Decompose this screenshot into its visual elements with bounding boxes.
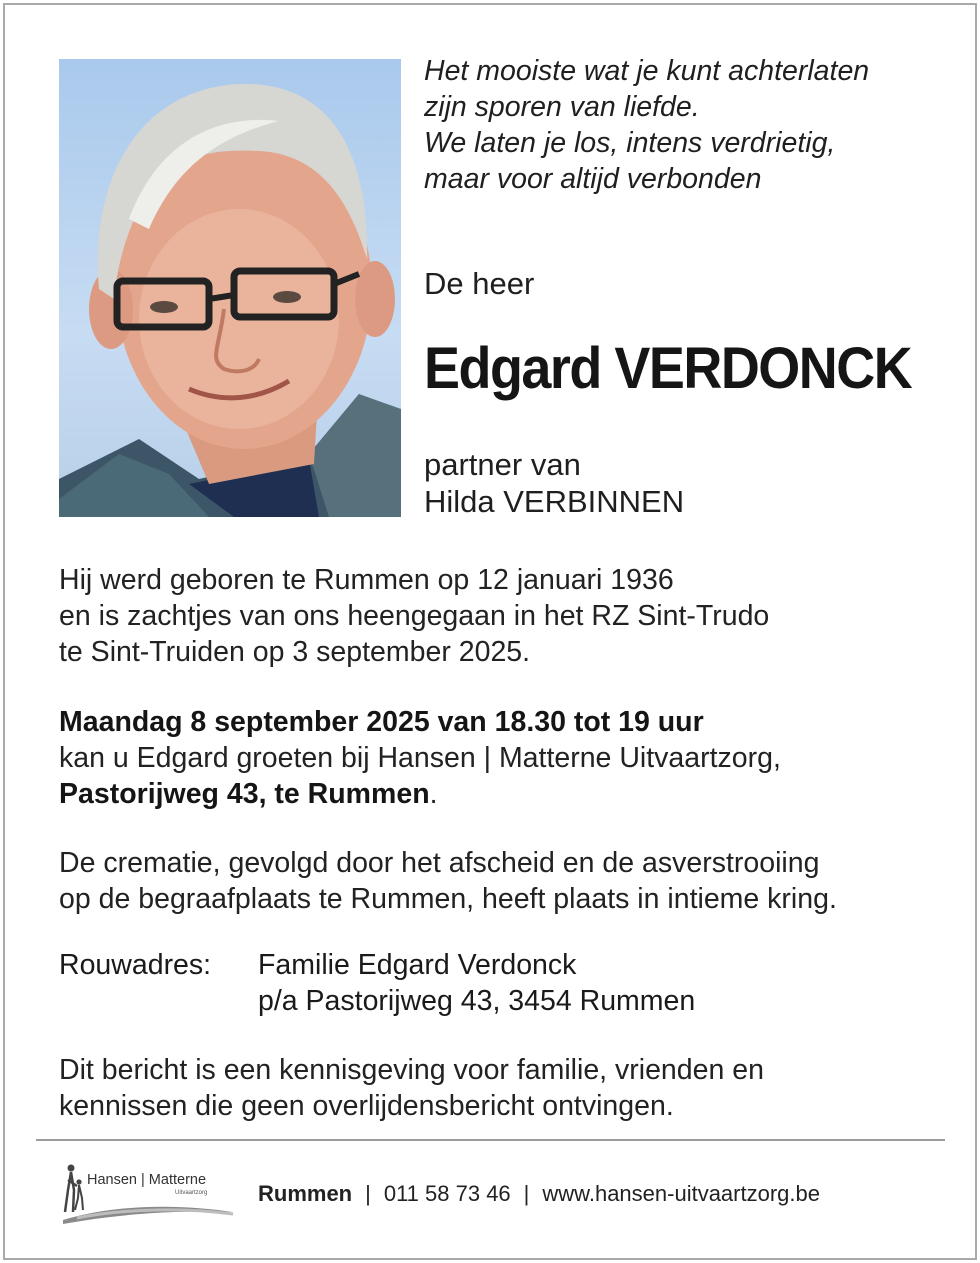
portrait-photo (59, 59, 401, 517)
paragraph-line: en is zachtjes van ons heengegaan in het RZ Sint-Trudo (59, 600, 770, 632)
partner-block (424, 446, 684, 520)
visitation-location: kan u Edgard groeten bij Hansen | Matterne Uitvaartzorg, (59, 742, 781, 774)
quote-line: We laten je los, intens verdrietig, (424, 127, 836, 159)
paragraph-line: Dit bericht is een kennisgeving voor familie, vrienden en (59, 1054, 764, 1086)
memorial-quote (424, 53, 869, 197)
logo-name: Hansen | Matterne (87, 1172, 207, 1188)
footer-town: Rummen (258, 1181, 353, 1206)
divider (36, 1139, 945, 1141)
figures-icon (57, 1160, 237, 1226)
address-line: p/a Pastorijweg 43, 3454 Rummen (258, 985, 696, 1017)
visitation-paragraph (59, 704, 781, 812)
cremation-paragraph (59, 845, 837, 917)
logo-subtitle: Uitvaartzorg (175, 1190, 208, 1196)
footer-website[interactable]: www.hansen-uitvaartzorg.be (542, 1181, 820, 1206)
paragraph-line: op de begraafplaats te Rummen, heeft plaats in intieme kring. (59, 883, 837, 915)
visitation-date: Maandag 8 september 2025 van 18.30 tot 19 uur (59, 706, 704, 738)
footer-phone[interactable]: 011 58 73 46 (383, 1181, 511, 1206)
footer-contact (258, 1181, 820, 1207)
deceased-name: Edgard VERDONCK (424, 336, 912, 401)
footer-separator: | (523, 1181, 530, 1206)
honorific: De heer (424, 266, 535, 301)
partner-name: Hilda VERBINNEN (424, 484, 685, 519)
condolence-address-label: Rouwadres: (59, 949, 212, 981)
funeral-home-logo (57, 1160, 237, 1226)
paragraph-line: kennissen die geen overlijdensbericht ontvingen. (59, 1090, 674, 1122)
visitation-address: Pastorijweg 43, te Rummen (59, 778, 430, 810)
partner-label: partner van (424, 447, 581, 482)
visitation-address-line (59, 776, 781, 812)
paragraph-line: te Sint-Truiden op 3 september 2025. (59, 636, 531, 668)
quote-line: Het mooiste wat je kunt achterlaten (424, 55, 870, 87)
notice-paragraph (59, 1052, 764, 1124)
quote-line: maar voor altijd verbonden (424, 163, 762, 195)
birth-death-paragraph (59, 562, 769, 670)
address-period: . (429, 778, 438, 810)
address-line: Familie Edgard Verdonck (258, 949, 577, 981)
paragraph-line: De crematie, gevolgd door het afscheid en de asverstrooiing (59, 847, 820, 879)
quote-line: zijn sporen van liefde. (424, 91, 700, 123)
paragraph-line: Hij werd geboren te Rummen op 12 januari 1936 (59, 564, 674, 596)
footer-separator: | (365, 1181, 371, 1206)
condolence-address (258, 947, 695, 1019)
